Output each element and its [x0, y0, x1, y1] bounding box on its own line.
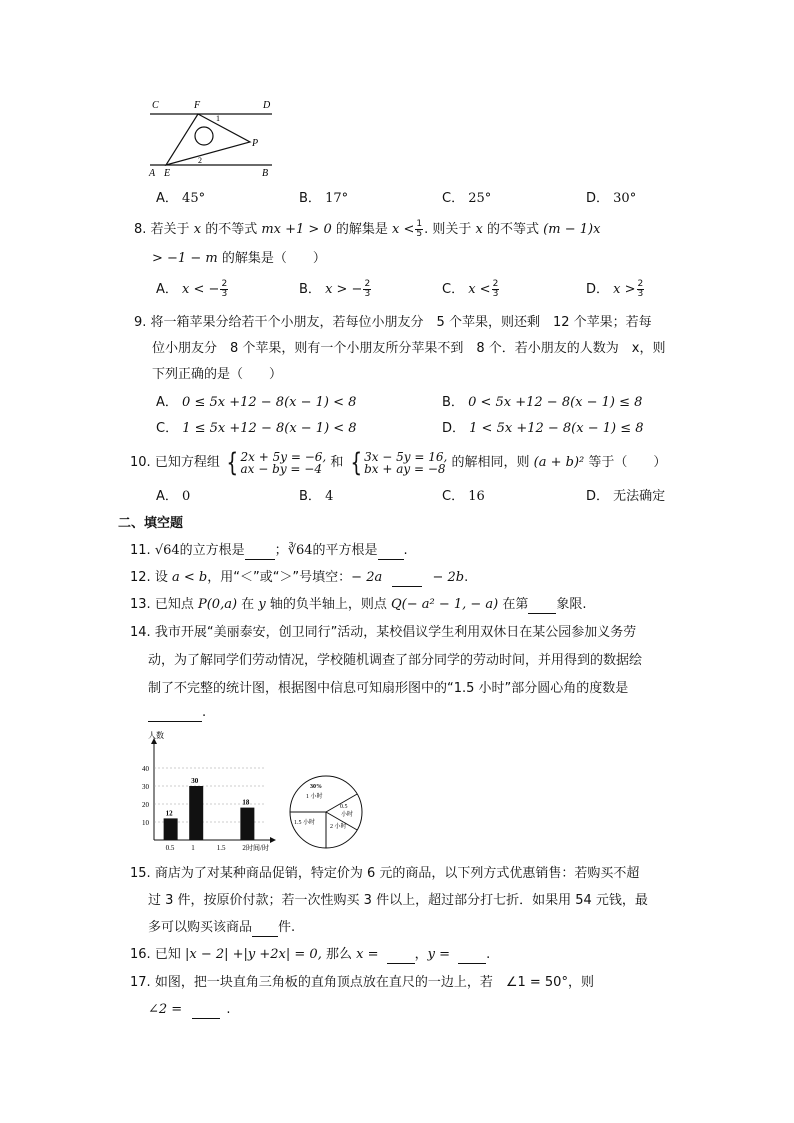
q14-blank[interactable]: [148, 707, 202, 722]
q9-line1: 9. 将一箱苹果分给若干个小朋友，若每位小朋友分 5 个苹果，则还剩 12 个苹果；若每: [134, 315, 652, 330]
label-e: E: [164, 168, 171, 178]
bar-chart: [138, 728, 288, 856]
q12-blank[interactable]: [392, 572, 422, 587]
inner-circle: [195, 127, 213, 145]
pie-label: 1.5 小时: [294, 820, 316, 826]
q10-stem: 10. 已知方程组 { 2x + 5y = −6, ax − by = −4 和 { 3x − 5y = 16, bx + ay = −8 的解相同，则 (a + b)² 等于（ ）: [130, 447, 667, 478]
q7-option-b[interactable]: B． 17°: [299, 191, 349, 206]
label-angle-1: 1: [216, 114, 220, 123]
q17-line2: ∠2 = .: [148, 1002, 231, 1017]
q14-line2: 动，为了解同学们劳动情况，学校随机调查了部分同学的劳动时间，并用得到的数据绘: [148, 653, 643, 668]
bar-value-label: 18: [242, 798, 250, 807]
label-b: B: [262, 168, 269, 178]
q14-answer: .: [148, 704, 206, 722]
q13-blank[interactable]: [528, 599, 556, 614]
q10-option-b[interactable]: B． 4: [299, 489, 334, 504]
bar: [240, 808, 254, 840]
q9-option-d[interactable]: D． 1 < 5x +12 − 8(x − 1) ≤ 8: [442, 421, 644, 436]
q11-blank-2[interactable]: [378, 545, 404, 560]
q16-blank-x[interactable]: [387, 949, 415, 964]
pie-chart: [286, 772, 366, 852]
pie-label: 小时: [341, 812, 354, 818]
q11-blank-1[interactable]: [245, 545, 275, 560]
q14-line3: 制了不完整的统计图，根据图中信息可知扇形图中的“1.5 小时”部分圆心角的度数是: [148, 681, 629, 696]
geometry-figure: [146, 96, 276, 178]
q14-line1: 14. 我市开展“美丽泰安，创卫同行”活动，某校倡议学生利用双休日在某公园参加义务劳: [130, 625, 637, 640]
bar: [164, 818, 178, 840]
q9-option-a[interactable]: A． 0 ≤ 5x +12 − 8(x − 1) < 8: [156, 395, 357, 410]
q11-stem: 11. √64的立方根是 ；∛64的平方根是 .: [130, 543, 408, 558]
q15-line1: 15. 商店为了对某种商品促销，特定价为 6 元的商品，以下列方式优惠销售：若购买不超: [130, 866, 640, 881]
y-tick-label: 10: [142, 819, 149, 827]
q16-stem: 16. 已知 |x − 2| +|y +2x| = 0, 那么 x = ，y = .: [130, 947, 491, 962]
label-p: P: [252, 138, 259, 149]
label-c: C: [152, 100, 159, 111]
q10-system-1: 2x + 5y = −6, ax − by = −4: [240, 449, 327, 476]
q9-line2: 位小朋友分 8 个苹果，则有一个小朋友所分苹果不到 8 个．若小朋友的人数为 x，则: [152, 341, 666, 356]
bar-value-label: 12: [165, 809, 173, 818]
q8-option-b[interactable]: B． x > − $\frac{2}{3}$: [299, 279, 371, 299]
q15-line3: 多可以购买该商品 件.: [148, 920, 296, 935]
pie-label: 0.5: [340, 804, 348, 810]
q17-blank[interactable]: [192, 1004, 220, 1019]
y-tick-label: 30: [142, 783, 149, 791]
y-tick-label: 20: [142, 801, 149, 809]
y-axis-label: 人数: [148, 731, 164, 740]
q7-option-a[interactable]: A． 45°: [156, 191, 206, 206]
q10-system-2: 3x − 5y = 16, bx + ay = −8: [364, 449, 448, 476]
q8-fraction: $\frac{1}{5}$: [416, 219, 423, 239]
q9-option-b[interactable]: B． 0 < 5x +12 − 8(x − 1) ≤ 8: [442, 395, 643, 410]
triangle-fep: [166, 114, 250, 165]
x-tick-label: 1: [191, 844, 195, 852]
section-heading-fill-in: 二、填空题: [118, 516, 184, 531]
q12-stem: 12. 设 a < b，用“＜”或“＞”号填空：− 2a − 2b.: [130, 570, 469, 585]
pie-label: 1 小时: [306, 794, 323, 800]
q8-option-a[interactable]: A． x < − $\frac{2}{3}$: [156, 279, 228, 299]
y-tick-label: 40: [142, 765, 149, 773]
q8-option-d[interactable]: D． x > $\frac{2}{3}$: [586, 279, 644, 299]
q7-option-d[interactable]: D． 30°: [586, 191, 637, 206]
label-f: F: [194, 100, 201, 111]
label-angle-2: 2: [198, 156, 202, 165]
q16-blank-y[interactable]: [458, 949, 486, 964]
q9-line3: 下列正确的是（ ）: [152, 367, 283, 382]
x-tick-label: 1.5: [216, 844, 226, 852]
q10-option-a[interactable]: A． 0: [156, 489, 191, 504]
x-axis-label: 时间/时: [246, 844, 269, 852]
label-a: A: [149, 168, 156, 178]
q8-line1: 8. 若关于 x 的不等式 mx +1 > 0 的解集是 x < $\frac{1}{5}$ . 则关于 x 的不等式 (m − 1)x: [134, 219, 601, 239]
q17-line1: 17. 如图，把一块直角三角板的直角顶点放在直尺的一边上，若 ∠1 = 50°，则: [130, 975, 594, 990]
label-d: D: [263, 100, 271, 111]
q8-line2: > −1 − m 的解集是（ ）: [152, 251, 326, 266]
q15-line2: 过 3 件，按原价付款；若一次性购买 3 件以上，超过部分打七折．如果用 54 元钱，最: [148, 893, 648, 908]
q13-stem: 13. 已知点 P(0,a) 在 y 轴的负半轴上，则点 Q(− a² − 1, − a) 在第 象限.: [130, 597, 587, 612]
q10-option-c[interactable]: C． 16: [442, 489, 485, 504]
pie-label: 2 小时: [330, 824, 347, 830]
q15-blank[interactable]: [252, 922, 278, 937]
bar: [189, 786, 203, 840]
bar-value-label: 30: [191, 777, 199, 785]
x-tick-label: 2: [242, 844, 246, 852]
q7-option-c[interactable]: C． 25°: [442, 191, 492, 206]
x-axis-arrow: [270, 837, 276, 843]
q9-option-c[interactable]: C． 1 ≤ 5x +12 − 8(x − 1) < 8: [156, 421, 357, 436]
q8-option-c[interactable]: C． x < $\frac{2}{3}$: [442, 279, 499, 299]
x-tick-label: 0.5: [165, 844, 175, 852]
q10-option-d[interactable]: D． 无法确定: [586, 489, 666, 504]
pie-label: 30%: [310, 784, 322, 790]
